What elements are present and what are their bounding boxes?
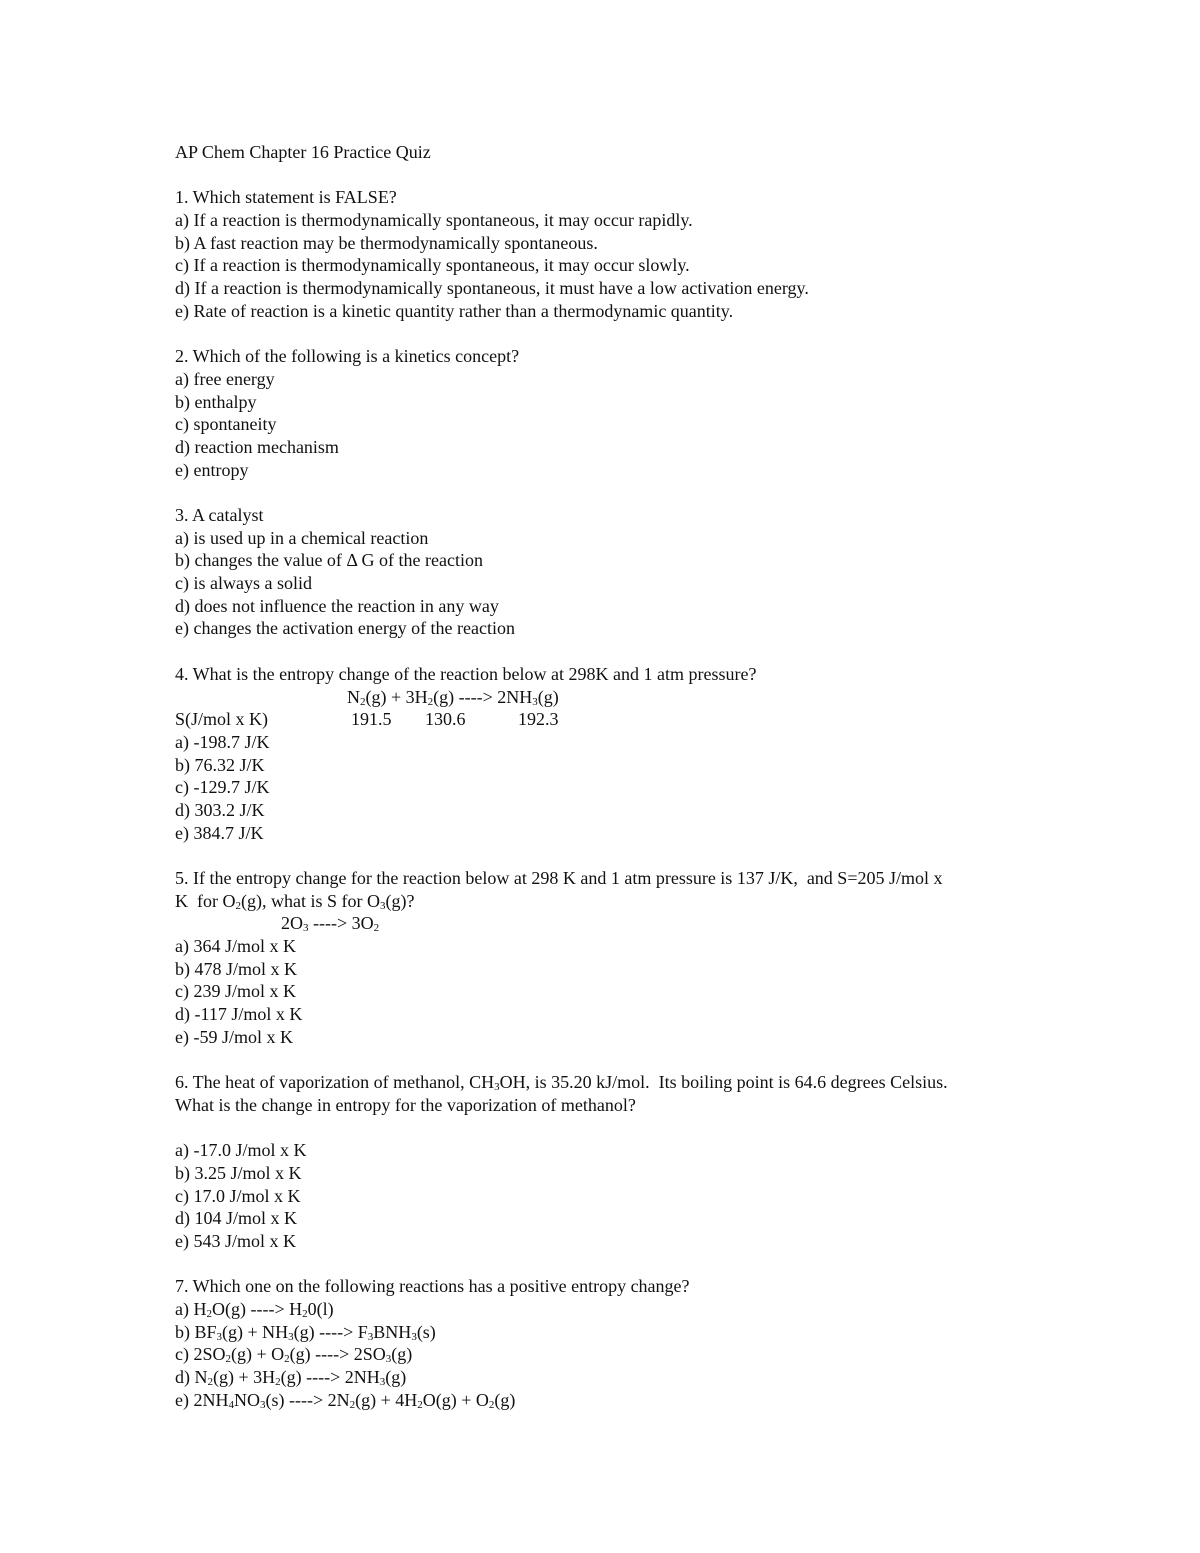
answer-option: c) If a reaction is thermodynamically spontaneous, it may occur slowly. — [175, 255, 690, 276]
answer-option: e) 384.7 J/K — [175, 822, 264, 843]
answer-option: d) 303.2 J/K — [175, 799, 265, 820]
answer-option: a) is used up in a chemical reaction — [175, 527, 429, 548]
question-stem-continued: K for $O_2(g)$, what is S for $O_3(g)$? — [175, 890, 415, 912]
question-stem: 4. What is the entropy change of the reaction below at 298K and 1 atm pressure? — [175, 663, 757, 684]
answer-option: b) 76.32 J/K — [175, 754, 265, 775]
answer-option: e) entropy — [175, 459, 249, 480]
answer-option: d) If a reaction is thermodynamically spontaneous, it must have a low activation energy. — [175, 278, 809, 299]
answer-option: c) is always a solid — [175, 573, 312, 594]
answer-option: b) 3.25 J/mol x K — [175, 1162, 302, 1183]
question-stem: 2. Which of the following is a kinetics concept? — [175, 346, 520, 367]
question-6 — [175, 1071, 1055, 1253]
answer-option: e) -59 J/mol x K — [175, 1026, 293, 1047]
entropy-value-h2: 130.6 — [425, 709, 466, 730]
question-stem: 7. Which one on the following reactions has a positive entropy change? — [175, 1276, 690, 1297]
question-stem: 5. If the entropy change for the reaction below at 298 K and 1 atm pressure is 137 J/K, and S=205 J/mol x — [175, 868, 943, 888]
answer-option: c) 17.0 J/mol x K — [175, 1185, 301, 1206]
answer-option: e) $2NH_4NO_3(s)$ ----> $2N_2(g) + 4H_2O(g) + O_2(g)$ — [175, 1389, 516, 1411]
entropy-values-row — [175, 708, 1055, 731]
entropy-value-n2: 191.5 — [351, 709, 392, 730]
answer-option: b) enthalpy — [175, 391, 257, 412]
reaction-equation: $2O_3$ ----> $3O_2$ — [281, 913, 380, 935]
question-7 — [175, 1275, 1055, 1411]
question-stem: 1. Which statement is FALSE? — [175, 187, 397, 208]
entropy-value-nh3: 192.3 — [518, 709, 559, 730]
answer-option: a) If a reaction is thermodynamically spontaneous, it may occur rapidly. — [175, 210, 693, 231]
answer-option: a) 364 J/mol x K — [175, 936, 296, 957]
answer-option: a) -198.7 J/K — [175, 731, 270, 752]
answer-option: e) Rate of reaction is a kinetic quantity rather than a thermodynamic quantity. — [175, 300, 734, 321]
question-4 — [175, 663, 1055, 845]
answer-option: c) -129.7 J/K — [175, 777, 270, 798]
quiz-title: AP Chem Chapter 16 Practice Quiz — [175, 142, 431, 162]
answer-option: e) changes the activation energy of the reaction — [175, 618, 516, 639]
answer-option: d) 104 J/mol x K — [175, 1208, 298, 1229]
answer-option: a) free energy — [175, 368, 275, 389]
answer-option: c) $2SO_2(g) + O_2(g)$ ----> $2SO_3(g)$ — [175, 1344, 413, 1366]
answer-option: b) changes the value of Δ G of the reaction — [175, 550, 483, 571]
answer-option: d) does not influence the reaction in any way — [175, 595, 499, 616]
answer-option: a) -17.0 J/mol x K — [175, 1140, 307, 1161]
answer-option: b) A fast reaction may be thermodynamically spontaneous. — [175, 232, 598, 253]
answer-option: d) reaction mechanism — [175, 436, 339, 457]
answer-option: b) $BF_3(g) + NH_3(g)$ ----> $F_3BNH_3(s)$ — [175, 1321, 436, 1343]
question-3 — [175, 504, 1055, 640]
question-5 — [175, 867, 1055, 1049]
quiz-document — [175, 141, 1055, 1412]
question-1 — [175, 186, 1055, 322]
reaction-equation: $N_2(g) + 3H_2(g)$ ----> $2NH_3(g)$ — [347, 686, 559, 708]
answer-option: d) -117 J/mol x K — [175, 1004, 303, 1025]
question-stem: 3. A catalyst — [175, 505, 264, 525]
answer-option: a) $H_2O(g)$ ----> $H_20(l)$ — [175, 1299, 334, 1321]
answer-option: c) spontaneity — [175, 414, 277, 435]
answer-option: e) 543 J/mol x K — [175, 1231, 296, 1251]
question-2 — [175, 345, 1055, 481]
answer-option: c) 239 J/mol x K — [175, 981, 296, 1002]
answer-option: d) $N_2(g) + 3H_2(g)$ ----> $2NH_3(g)$ — [175, 1367, 407, 1389]
entropy-label: S(J/mol x K) — [175, 709, 269, 730]
answer-option: b) 478 J/mol x K — [175, 958, 298, 979]
question-stem: 6. The heat of vaporization of methanol, $CH_3OH$, is 35.20 kJ/mol. Its boiling point is 64.6 degrees Celsius. — [175, 1072, 948, 1094]
question-stem-continued: What is the change in entropy for the vaporization of methanol? — [175, 1094, 636, 1115]
